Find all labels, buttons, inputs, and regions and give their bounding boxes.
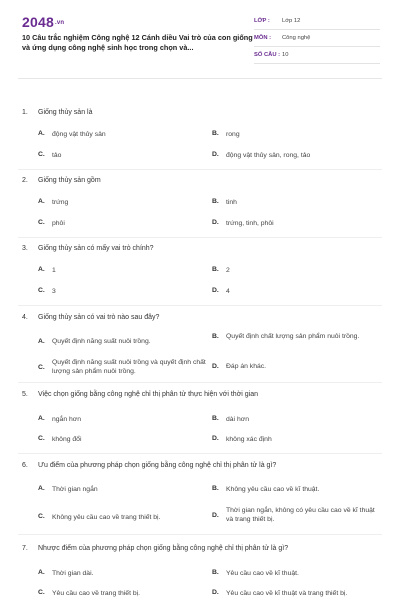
answer-option-d[interactable]: D. không xác định <box>212 435 272 443</box>
answer-option-c[interactable]: C. 3 <box>38 287 56 295</box>
answer-option-b[interactable]: B. dài hơn <box>212 415 249 423</box>
meta-label: SỐ CÂU : <box>254 52 281 58</box>
answer-option-b[interactable]: B. tinh <box>212 198 237 206</box>
question-text: 7. Nhược điểm của phương pháp chọn giống bằng công nghệ chỉ thị phân tử là gì? <box>22 545 289 552</box>
meta-row-subject <box>254 30 380 47</box>
answer-option-a[interactable]: A. động vật thủy sản <box>38 130 106 138</box>
question-divider <box>18 534 382 535</box>
meta-row-count <box>254 47 380 64</box>
question-divider <box>18 453 382 454</box>
answer-option-b[interactable]: B. 2 <box>212 266 230 274</box>
question-divider <box>18 382 382 383</box>
answer-option-a[interactable]: A. Thời gian ngắn <box>38 485 98 493</box>
answer-option-b[interactable]: B. Quyết định chất lượng sản phẩm nuôi trồng. <box>212 333 360 340</box>
answer-option-d[interactable]: D. Đáp án khác. <box>212 363 267 370</box>
question-text: 4. Giống thủy sản có vai trò nào sau đây? <box>22 314 160 321</box>
meta-row-grade <box>254 13 380 30</box>
site-logo[interactable]: 2048.vn <box>22 14 65 30</box>
question-text: 1. Giống thủy sản là <box>22 109 93 116</box>
answer-option-d[interactable]: D. Yêu cầu cao về kĩ thuật và trang thiết bị. <box>212 589 348 597</box>
answer-option-d[interactable]: D. 4 <box>212 287 230 295</box>
answer-option-d[interactable]: D. trứng, tinh, phôi <box>212 219 274 227</box>
answer-option-b[interactable]: B. rong <box>212 130 240 138</box>
worksheet-title: 10 Câu trắc nghiệm Công nghệ 12 Cánh diều Vai trò của con giống và ứng dụng công nghệ sinh học trong chọn và... <box>22 33 253 52</box>
answer-option-a[interactable]: A. 1 <box>38 266 56 274</box>
answer-option-c[interactable]: C. phôi <box>38 219 65 227</box>
meta-value: Lớp 12 <box>282 18 301 24</box>
question-text: 3. Giống thủy sản có mấy vai trò chính? <box>22 245 154 252</box>
question-text: 2. Giống thủy sản gồm <box>22 177 101 184</box>
answer-option-b[interactable]: B. Không yêu cầu cao về kĩ thuật. <box>212 485 320 493</box>
answer-option-a[interactable]: A. Thời gian dài. <box>38 569 94 577</box>
worksheet-header <box>0 0 400 66</box>
question-text: 5. Việc chọn giống bằng công nghệ chỉ thị phân tử thực hiện với thời gian <box>22 391 259 398</box>
answer-option-b[interactable]: B. Yêu cầu cao về kĩ thuật. <box>212 569 299 577</box>
answer-option-c[interactable]: C. không đổi <box>38 435 82 443</box>
answer-option-d[interactable]: D. Thời gian ngắn, không có yêu cầu cao về kĩ thuật và trang thiết bị. <box>212 507 375 523</box>
answer-option-c[interactable]: C. Yêu cầu cao về trang thiết bị. <box>38 589 141 597</box>
meta-value: 10 <box>282 52 289 58</box>
answer-option-d[interactable]: D. động vật thủy sản, rong, tảo <box>212 151 311 159</box>
answer-option-c[interactable]: C. tảo <box>38 151 62 159</box>
meta-label: LỚP : <box>254 18 270 24</box>
meta-label: MÔN : <box>254 35 272 41</box>
answer-option-c[interactable]: C. Quyết định năng suất nuôi trồng và quyết định chất lượng sản phẩm nuôi trồng. <box>38 359 206 375</box>
answer-option-c[interactable]: C. Không yêu cầu cao về trang thiết bị. <box>38 513 161 521</box>
answer-option-a[interactable]: A. ngắn hơn <box>38 415 82 423</box>
header-divider <box>18 78 382 79</box>
question-divider <box>18 305 382 306</box>
question-text: 6. Ưu điểm của phương pháp chọn giống bằng công nghệ chỉ thị phân tử là gì? <box>22 462 277 469</box>
answer-option-a[interactable]: A. Quyết định năng suất nuôi trồng. <box>38 338 151 345</box>
question-divider <box>18 169 382 170</box>
worksheet-meta <box>254 13 380 64</box>
answer-option-a[interactable]: A. trứng <box>38 198 69 206</box>
meta-value: Công nghệ <box>282 35 311 41</box>
question-divider <box>18 237 382 238</box>
